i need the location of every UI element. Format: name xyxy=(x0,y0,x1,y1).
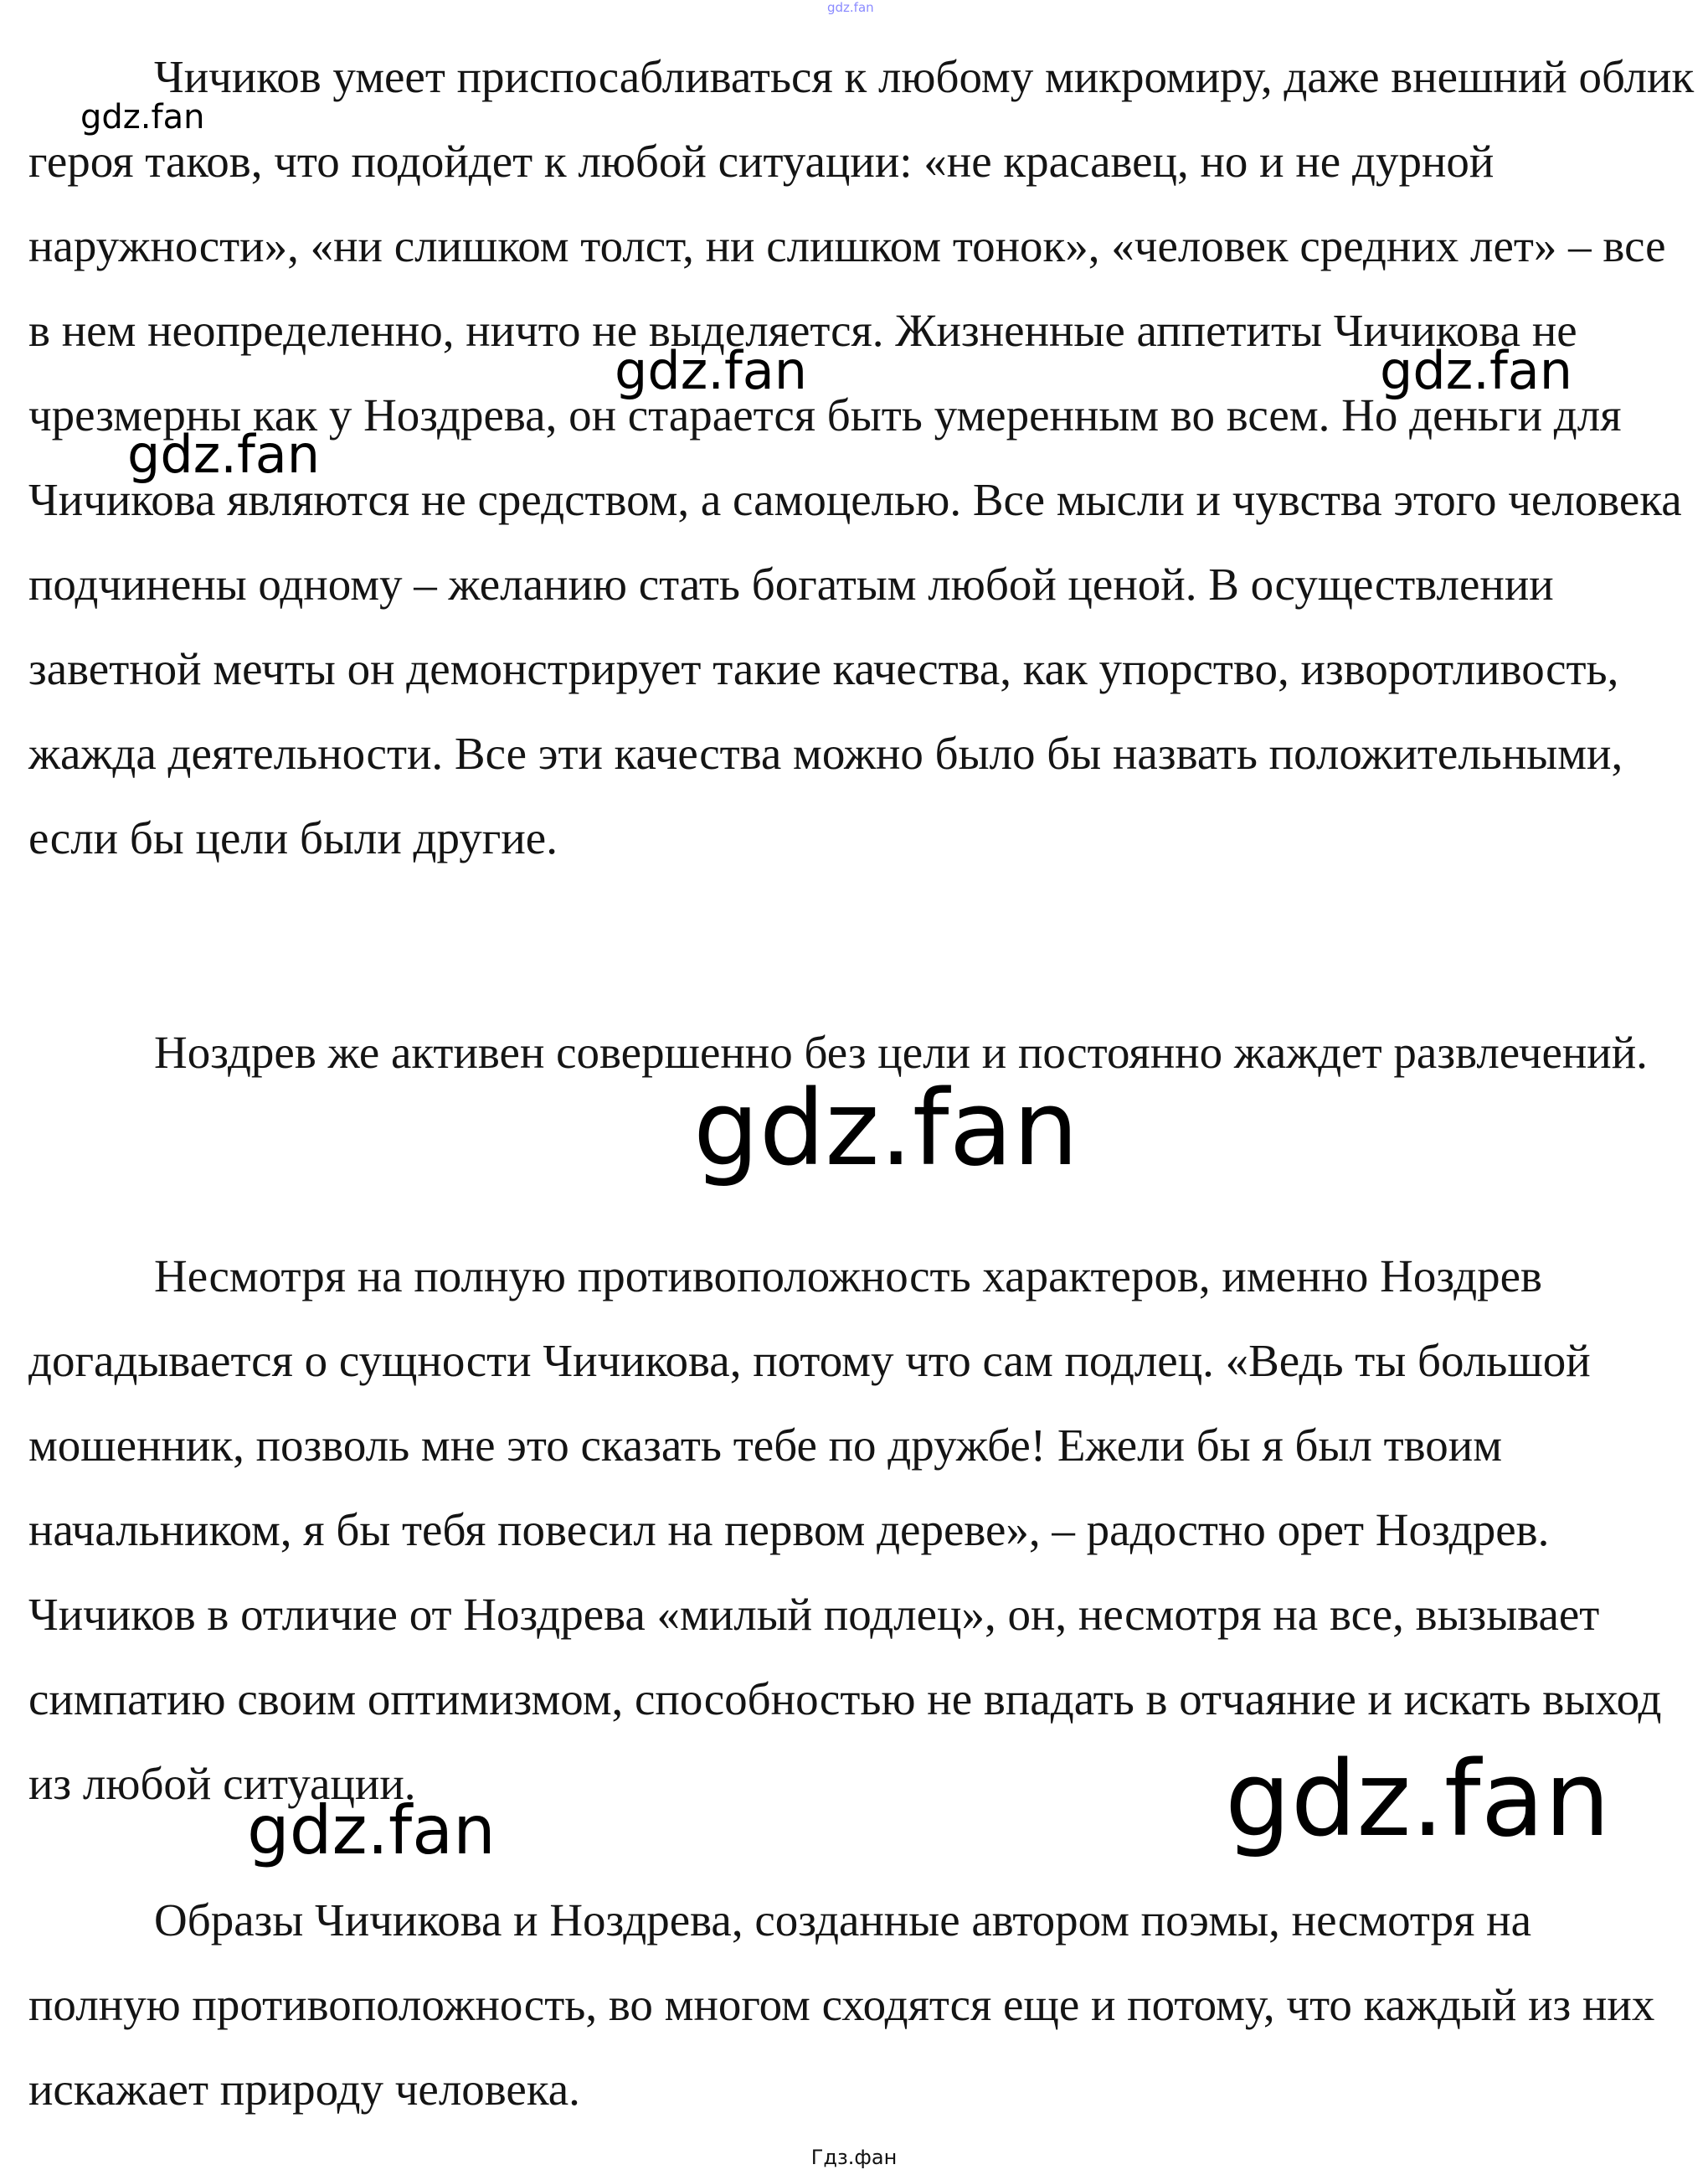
paragraph-3: Несмотря на полную противоположность характеров, именно Ноздрев догадывается о сущности Чичикова, потому что сам подлец. «Ведь ты большой мошенник, позволь мне это сказать тебе по дружбе! Ежели бы я был твоим начальником, я бы тебя повесил на первом дереве», – радостно орет Ноздрев. Чичиков в отличие от Ноздрева «милый подлец», он, несмотря на все, вызывает симпатию своим оптимизмом, способностью не впадать в отчаяние и искать выход из любой ситуации. xyxy=(28,1250,1662,1809)
paragraph-1: Чичиков умеет приспосабливаться к любому микромиру, даже внешний облик героя таков, что подойдет к любой ситуации: «не красавец, но и не дурной наружности», «ни слишком толст, ни слишком тонок», «человек средних лет» – все в нем неопределенно, ничто не выделяется. Жизненные аппетиты Чичикова не чрезмерны как у Ноздрева, он старается быть умеренным во всем. Но деньги для Чичикова являются не средством, а самоцелью. Все мысли и чувства этого человека подчинены одному – желанию стать богатым любой ценой. В осуществлении заветной мечты он демонстрирует такие качества, как упорство, изворотливость, жажда деятельности. Все эти качества можно было бы назвать положительными, если бы цели были другие. xyxy=(28,51,1695,863)
paragraph-4: Образы Чичикова и Ноздрева, созданные автором поэмы, несмотря на полную противоположность, во многом сходятся еще и потому, что каждый из них искажает природу человека. xyxy=(28,1894,1655,2115)
watermark-medium-center: gdz.fan xyxy=(615,340,808,401)
watermark-medium-left: gdz.fan xyxy=(127,424,321,485)
watermark-lower-left: gdz.fan xyxy=(247,1791,496,1869)
watermark-top: gdz.fan xyxy=(827,0,874,15)
watermark-large-center: gdz.fan xyxy=(693,1069,1079,1189)
paragraph-2: Ноздрев же активен совершенно без цели и постоянно жаждет развлечений. xyxy=(154,1027,1648,1078)
watermark-medium-right: gdz.fan xyxy=(1380,340,1573,401)
watermark-large-right: gdz.fan xyxy=(1225,1739,1611,1860)
page-footer: Гдз.фан xyxy=(810,2146,898,2169)
watermark-small: gdz.fan xyxy=(80,98,205,137)
